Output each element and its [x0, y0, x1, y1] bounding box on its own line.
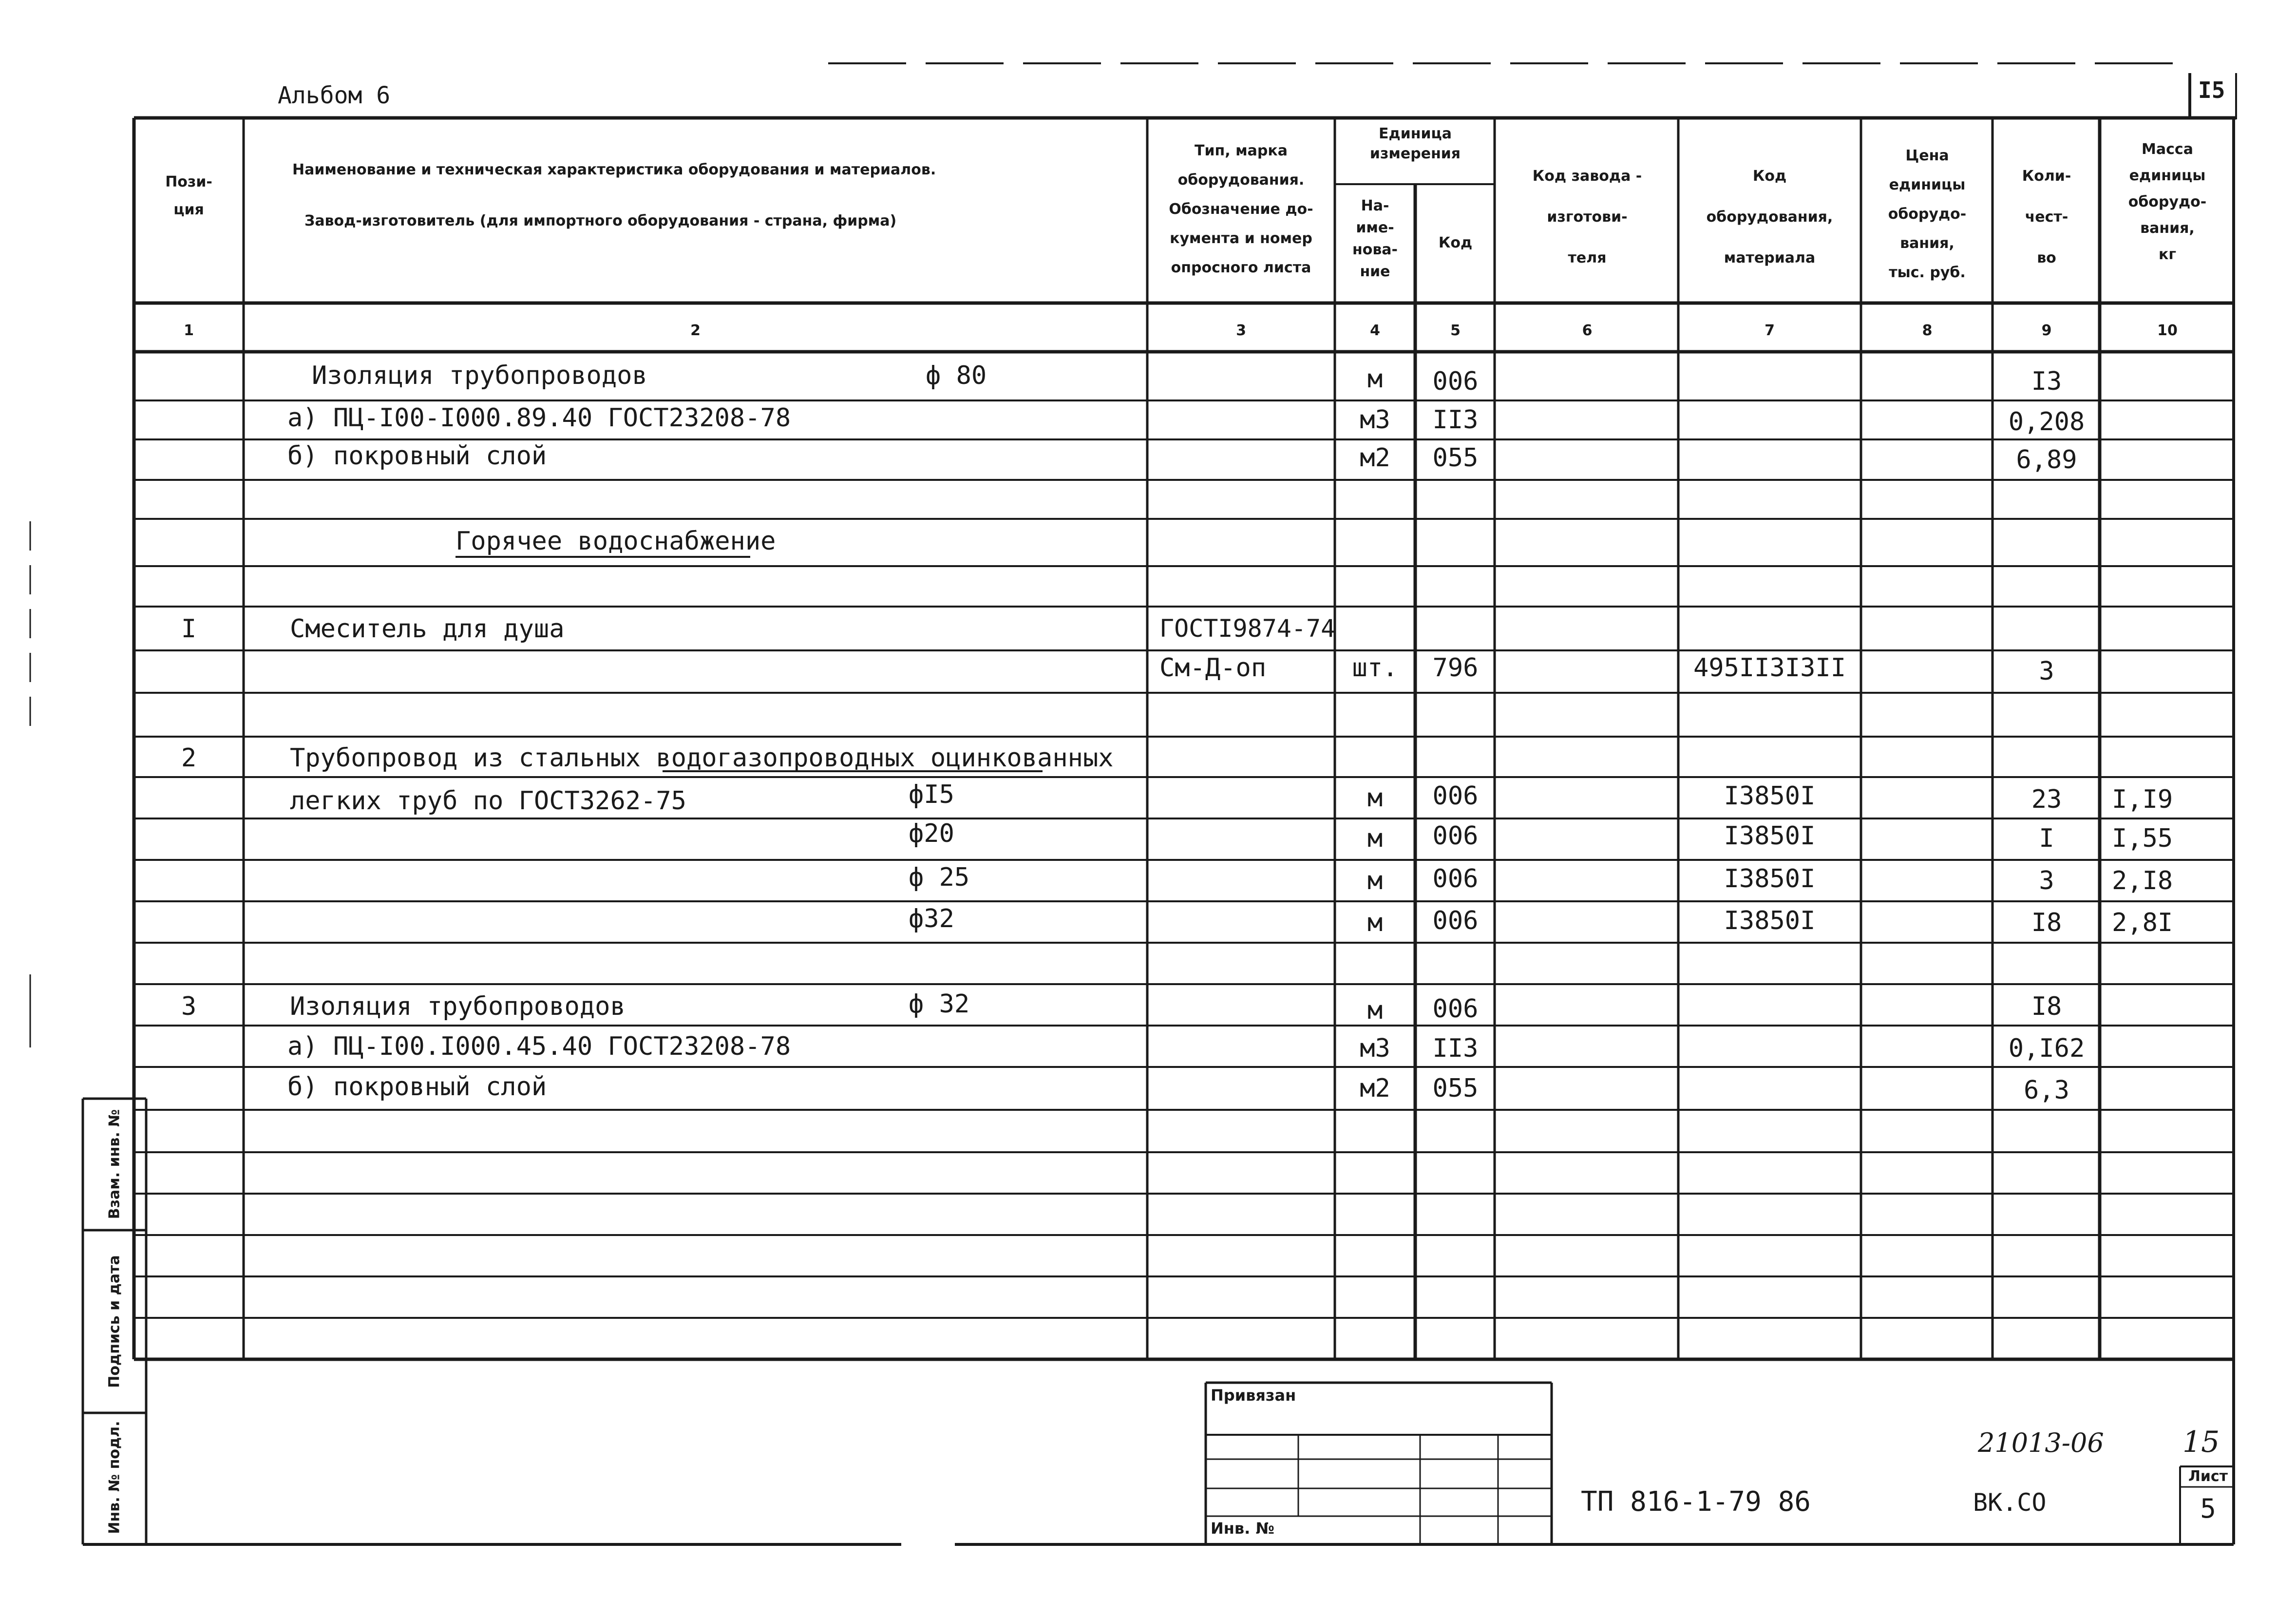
col-number-8: 8 [1922, 322, 1933, 339]
col-number-7: 7 [1765, 322, 1775, 339]
row-quantity: 23 [2031, 785, 2062, 814]
row-quantity: 3 [2039, 866, 2054, 895]
header-factory-code: Код завода - изготови- теля [1532, 168, 1642, 266]
row-mass: 2,I8 [2112, 866, 2173, 895]
header-unit-code: Код [1438, 234, 1473, 251]
row-unit: м [1367, 783, 1383, 813]
row-unit: м [1367, 364, 1383, 394]
header-unit-name: На- име- нова- ние [1352, 197, 1398, 280]
handwritten-number: 21013-06 [1978, 1427, 2104, 1458]
row-material-code: I3850I [1724, 864, 1816, 894]
row-material-code: I3850I [1724, 906, 1816, 935]
doc-number: ТП 816-1-79 86 [1581, 1486, 1811, 1518]
row-name: б) покровный слой [287, 1072, 547, 1102]
row-unit: шт. [1352, 653, 1398, 683]
col-number-2: 2 [690, 322, 701, 339]
row-quantity: 0,I62 [2008, 1034, 2085, 1063]
header-position: Пози- ция [165, 173, 212, 218]
row-unit-code: 006 [1432, 367, 1479, 396]
row-material-code: I3850I [1724, 821, 1816, 851]
side-label-original-inv: Инв. № подл. [106, 1421, 123, 1534]
col-number-4: 4 [1370, 322, 1380, 339]
row-quantity: I3 [2031, 367, 2062, 396]
row-mass: I,55 [2112, 824, 2173, 853]
row-type: См-Д-оп [1159, 653, 1267, 683]
header-name-line1: Наименование и техническая характеристика оборудования и материалов. [292, 161, 936, 178]
header-quantity: Коли- чест- во [2022, 168, 2071, 266]
row-position: 3 [181, 992, 197, 1021]
side-label-replaced-inv: Взам. инв. № [106, 1109, 123, 1219]
row-mass: 2,8I [2112, 908, 2173, 937]
row-quantity: 6,89 [2016, 445, 2077, 475]
row-name: а) ПЦ-I00-I000.89.40 ГОСТ23208-78 [287, 403, 791, 433]
row-unit-code: 796 [1432, 653, 1479, 683]
col-number-10: 10 [2157, 322, 2178, 339]
header-price: Цена единицы оборудо- вания, тыс. руб. [1888, 147, 1967, 281]
section-heading: Горячее водоснабжение [455, 527, 776, 556]
row-mass: I,I9 [2112, 785, 2173, 814]
stamp-privyazan: Привязан [1211, 1386, 1296, 1405]
row-name: Изоляция трубопроводов [312, 361, 647, 390]
row-quantity: 6,3 [2024, 1076, 2069, 1105]
sheet-number: 5 [2200, 1493, 2216, 1524]
row-name: б) покровный слой [287, 441, 547, 471]
row-unit: м [1367, 996, 1383, 1025]
col-number-9: 9 [2041, 322, 2052, 339]
row-diameter: ф 25 [909, 863, 970, 892]
row-position: 2 [181, 743, 197, 773]
album-title: Альбом 6 [278, 82, 391, 109]
stamp-inv-no: Инв. № [1211, 1519, 1274, 1538]
row-quantity: I8 [2031, 908, 2062, 937]
row-quantity: I8 [2031, 992, 2062, 1021]
row-name: а) ПЦ-I00.I000.45.40 ГОСТ23208-78 [287, 1032, 791, 1061]
header-mass: Масса единицы оборудо- вания, кг [2128, 141, 2207, 263]
row-unit-code: 006 [1432, 864, 1479, 894]
row-unit-code: II3 [1432, 1034, 1479, 1063]
sheet-label: Лист [2188, 1468, 2228, 1485]
row-unit-code: II3 [1432, 405, 1479, 435]
header-unit-group: Единица измерения [1369, 125, 1461, 162]
set-code: ВК.СО [1973, 1488, 2047, 1517]
header-type: Тип, марка оборудования. Обозначение до- кумента и номер опросного листа [1169, 142, 1313, 276]
row-diameter: ф32 [909, 904, 954, 933]
row-diameter: ф 80 [926, 361, 987, 390]
row-quantity: 0,208 [2008, 407, 2085, 437]
row-unit: м [1367, 824, 1383, 853]
row-diameter: ф 32 [909, 989, 970, 1019]
corner-page-number: I5 [2198, 77, 2225, 103]
row-unit: м3 [1360, 405, 1390, 435]
row-name: легких труб по ГОСТ3262-75 [290, 786, 686, 816]
row-unit-code: 055 [1432, 1074, 1479, 1103]
row-unit-code: 006 [1432, 781, 1479, 811]
row-quantity: 3 [2039, 657, 2054, 686]
side-label-signature-date: Подпись и дата [106, 1255, 123, 1388]
row-unit-code: 006 [1432, 821, 1479, 851]
handwritten-sheet: 15 [2182, 1425, 2220, 1459]
col-number-1: 1 [184, 322, 194, 339]
row-position: I [181, 614, 197, 644]
row-name: Смеситель для душа [290, 614, 565, 644]
row-unit-code: 055 [1432, 443, 1479, 473]
col-number-6: 6 [1582, 322, 1593, 339]
header-material-code: Код оборудования, материала [1706, 168, 1833, 266]
row-type: ГОСТI9874-74 [1159, 614, 1336, 643]
header-name-line2: Завод-изготовитель (для импортного оборудования - страна, фирма) [304, 212, 897, 229]
row-name: Трубопровод из стальных водогазопроводных оцинкованных [290, 743, 1114, 773]
col-number-3: 3 [1236, 322, 1246, 339]
row-unit-code: 006 [1432, 906, 1479, 935]
row-unit: м2 [1360, 443, 1390, 473]
row-diameter: ф20 [909, 819, 954, 848]
row-diameter: фI5 [909, 780, 954, 809]
row-unit-code: 006 [1432, 994, 1479, 1024]
row-unit: м3 [1360, 1034, 1390, 1063]
row-material-code: 495II3I3II [1693, 653, 1846, 683]
row-name: Изоляция трубопроводов [290, 992, 626, 1021]
col-number-5: 5 [1450, 322, 1461, 339]
row-quantity: I [2039, 824, 2054, 853]
row-unit: м2 [1360, 1074, 1390, 1103]
row-unit: м [1367, 908, 1383, 937]
row-unit: м [1367, 866, 1383, 895]
row-material-code: I3850I [1724, 781, 1816, 811]
